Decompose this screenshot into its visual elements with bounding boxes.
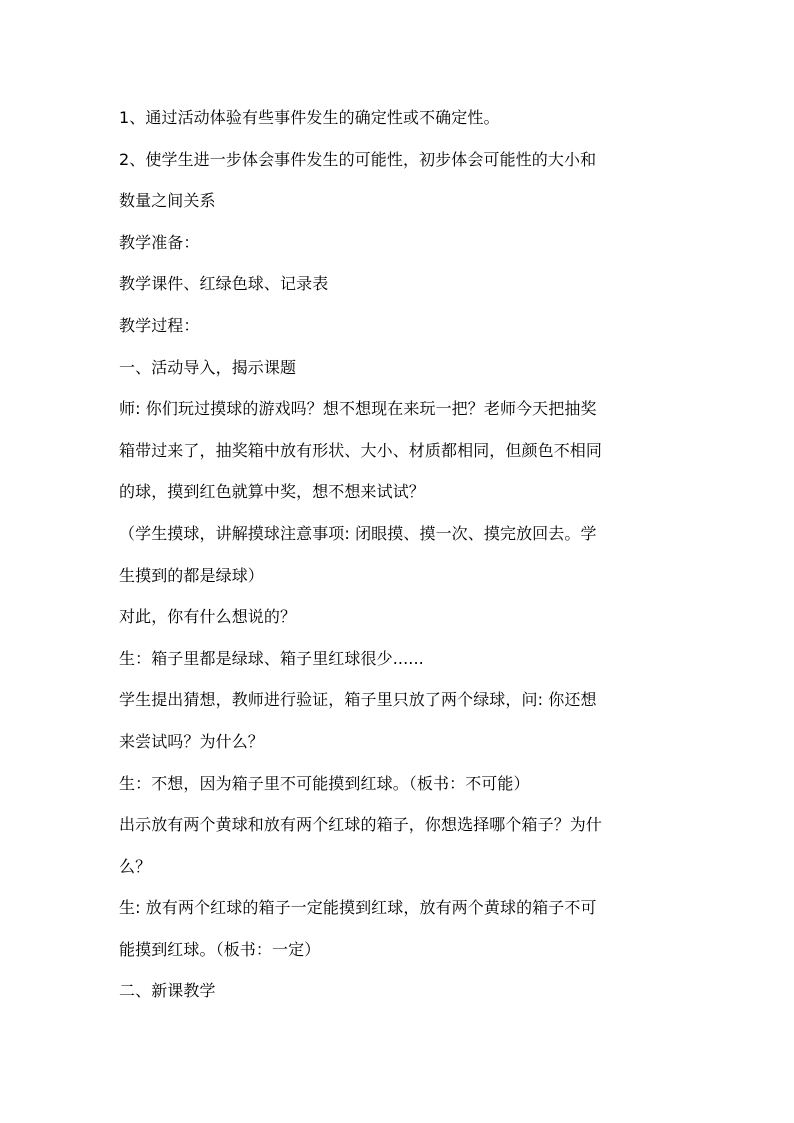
- section-2-heading: 二、新课教学: [119, 981, 216, 1001]
- paragraph-line: 的球，摸到红色就算中奖，想不想来试试？: [119, 482, 425, 502]
- document-body: [119, 102, 679, 1017]
- paragraph-line: 出示放有两个黄球和放有两个红球的箱子，你想选择哪个箱子？为什: [119, 815, 603, 835]
- paragraph-line: 生：箱子里都是绿球、箱子里红球很少......: [119, 648, 424, 668]
- paragraph-line: 能摸到红球。（板书：一定）: [119, 939, 321, 959]
- paragraph-line: 生：不想，因为箱子里不可能摸到红球。（板书：不可能）: [119, 773, 530, 793]
- section-1-heading: 一、活动导入，揭示课题: [119, 357, 297, 377]
- objective-2-cont: 数量之间关系: [119, 191, 216, 211]
- heading-preparation: 教学准备：: [119, 232, 200, 252]
- paragraph-line: 么？: [119, 856, 152, 876]
- objective-1: 1、通过活动体验有些事件发生的确定性或不确定性。: [119, 108, 500, 127]
- paragraph-line: 来尝试吗？为什么？: [119, 731, 264, 751]
- paragraph-line: （学生摸球，讲解摸球注意事项: 闭眼摸、摸一次、摸完放回去。学: [119, 523, 597, 543]
- heading-process: 教学过程：: [119, 315, 200, 335]
- paragraph-line: 生: 放有两个红球的箱子一定能摸到红球，放有两个黄球的箱子不可: [119, 898, 597, 918]
- preparation-items: 教学课件、红绿色球、记录表: [119, 274, 329, 294]
- paragraph-line: 学生提出猜想，教师进行验证，箱子里只放了两个绿球，问: 你还想: [119, 690, 597, 710]
- paragraph-line: 生摸到的都是绿球）: [119, 565, 264, 585]
- paragraph-line: 箱带过来了，抽奖箱中放有形状、大小、材质都相同，但颜色不相同: [119, 440, 603, 460]
- paragraph-line: 对此，你有什么想说的？: [119, 607, 297, 627]
- objective-2: 2、使学生进一步体会事件发生的可能性，初步体会可能性的大小和: [119, 149, 597, 169]
- paragraph-line: 师: 你们玩过摸球的游戏吗？想不想现在来玩一把？老师今天把抽奖: [119, 399, 597, 419]
